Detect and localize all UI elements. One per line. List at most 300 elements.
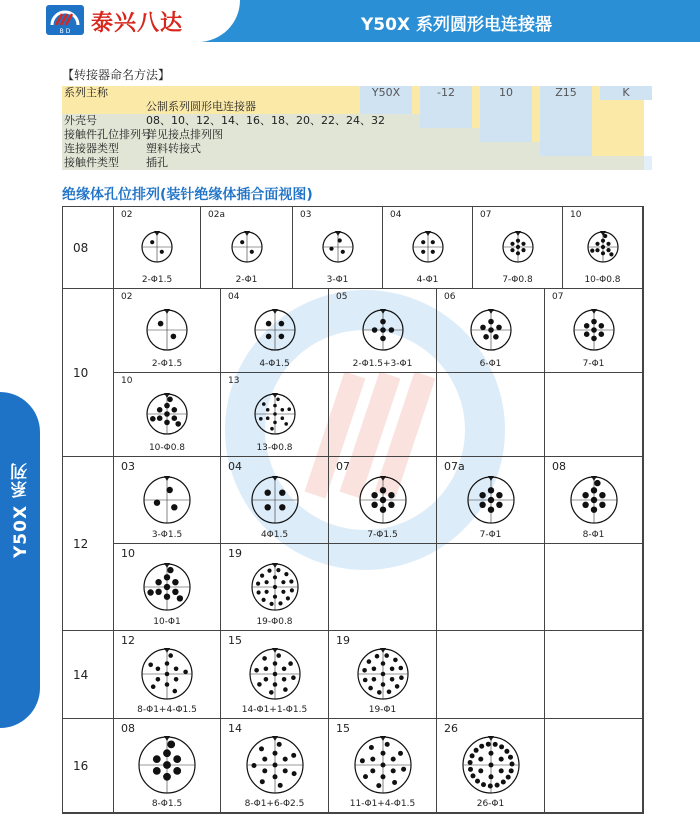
contact-pin (272, 661, 277, 666)
contact-pin (172, 407, 178, 413)
contact-pin (590, 496, 596, 502)
contact-pin (371, 327, 377, 333)
contact-pin (370, 768, 375, 773)
shell-size-label: 16 (73, 758, 89, 773)
naming-code: -12 (437, 86, 455, 99)
contact-pin (284, 422, 288, 426)
arrangement-cell (114, 373, 221, 457)
contact-pin (249, 250, 253, 254)
contact-pin (272, 594, 276, 598)
shell-size-cell (63, 719, 114, 813)
arrangement-diagram (500, 229, 536, 265)
arrangement-id: 07 (480, 210, 492, 220)
contact-pin (151, 684, 156, 689)
arrangement-id: 04 (390, 210, 402, 220)
contact-pin (515, 239, 519, 243)
arrangement-id: 03 (121, 460, 135, 473)
contact-pin (276, 653, 281, 658)
contact-pin (276, 398, 280, 402)
empty-cell (545, 631, 643, 719)
arrangement-diagram (320, 229, 356, 265)
contact-pin (379, 487, 385, 493)
arrangement-caption: 7-Φ1 (479, 530, 502, 540)
contact-pin (281, 580, 285, 584)
contact-pin (371, 501, 377, 507)
naming-row-label: 接触件类型 (64, 156, 119, 169)
contact-pin (380, 751, 385, 756)
naming-title: 【转接器命名方法】 (62, 68, 171, 82)
contact-pin (262, 768, 267, 773)
contact-pin (270, 427, 274, 431)
contact-pin (479, 492, 485, 498)
contact-pin (167, 486, 173, 492)
contact-pin (394, 684, 399, 689)
contact-pin (278, 334, 284, 340)
contact-pin (278, 601, 282, 605)
contact-pin (291, 771, 296, 776)
arrangement-diagram (247, 646, 303, 702)
contact-pin (164, 593, 170, 599)
contact-pin (609, 252, 613, 256)
contact-pin (153, 767, 161, 775)
contact-pin (493, 334, 499, 340)
contact-pin (259, 779, 264, 784)
contact-pin (173, 689, 178, 694)
contact-pin (289, 588, 293, 592)
arrangement-diagram (144, 391, 190, 437)
contact-pin (421, 250, 425, 254)
contact-pin (177, 595, 183, 601)
company-logo-icon (46, 5, 84, 35)
contact-pin (155, 588, 161, 594)
contact-pin (171, 334, 177, 340)
arrangement-cell (329, 457, 437, 544)
naming-row (62, 114, 644, 127)
brand-name: 泰兴八达 (91, 11, 184, 36)
contact-pin (380, 327, 386, 333)
contact-pin (600, 239, 604, 243)
contact-pin (496, 325, 502, 331)
arrangement-cell (437, 289, 545, 373)
contact-pin (158, 321, 164, 327)
shell-size-cell (63, 457, 114, 631)
contact-pin (359, 758, 364, 763)
empty-cell (545, 373, 643, 457)
arrangement-id: 14 (228, 722, 242, 735)
arrangement-cell (221, 373, 329, 457)
contact-pin (282, 757, 287, 762)
arrangement-cell (114, 207, 201, 289)
contact-pin (388, 501, 394, 507)
contact-pin (279, 489, 285, 495)
contact-pin (521, 248, 525, 252)
contact-pin (368, 745, 373, 750)
contact-pin (291, 753, 296, 758)
contact-pin (281, 677, 286, 682)
contact-pin (150, 240, 154, 244)
arrangement-id: 04 (228, 460, 242, 473)
contact-pin (599, 492, 605, 498)
arrangement-diagram (468, 307, 514, 353)
page-title: Y50X 系列圆形电连接器 (361, 15, 552, 35)
naming-code: Z15 (555, 86, 577, 99)
contact-pin (599, 501, 605, 507)
arrangement-id: 07 (552, 292, 564, 302)
empty-cell (437, 544, 545, 631)
arrangement-diagram (352, 734, 414, 796)
contact-pin (363, 774, 368, 779)
contact-pin (515, 245, 519, 249)
arrangement-diagram (249, 474, 301, 526)
arrangement-cell (329, 631, 437, 719)
arrangement-cell (437, 457, 545, 544)
contact-pin (377, 690, 382, 695)
naming-code: Y50X (371, 86, 401, 99)
contact-pin (496, 492, 502, 498)
contact-pin (500, 780, 505, 785)
arrangement-caption: 2-Φ1 (235, 275, 258, 285)
contact-pin (168, 653, 173, 658)
contact-pin (380, 682, 385, 687)
arrangement-caption: 14-Φ1+1-Φ1.5 (241, 705, 308, 715)
contact-pin (470, 773, 475, 778)
contact-pin (154, 499, 160, 505)
arrangement-cell (293, 207, 383, 289)
contact-pin (256, 581, 260, 585)
arrangement-cell (545, 457, 643, 544)
contact-pin (174, 677, 179, 682)
contact-pin (251, 763, 256, 768)
shell-size-label: 14 (73, 667, 89, 682)
arrangement-id: 02 (121, 292, 133, 302)
contact-pin (257, 682, 262, 687)
contact-pin (273, 412, 277, 416)
contact-pin (582, 492, 588, 498)
contact-pin (165, 672, 170, 677)
contact-pin (175, 421, 181, 427)
arrangement-diagram (571, 307, 617, 353)
arrangement-caption: 7-Φ0.8 (502, 275, 533, 285)
contact-pin (384, 653, 389, 658)
contact-pin (164, 403, 170, 409)
arrangement-cell (563, 207, 643, 289)
contact-pin (371, 492, 377, 498)
contact-pin (384, 742, 389, 747)
contact-pin (594, 479, 600, 485)
contact-pin (263, 667, 268, 672)
contact-pin (278, 321, 284, 327)
contact-pin (280, 408, 284, 412)
svg-text:B D: B D (59, 28, 71, 35)
naming-row-label: 系列主称 (64, 86, 108, 99)
arrangement-caption: 6-Φ1 (479, 359, 502, 369)
contact-pin (595, 242, 599, 246)
arrangement-cell (383, 207, 473, 289)
arrangement-caption: 2-Φ1.5 (141, 275, 173, 285)
contact-pin (279, 504, 285, 510)
contact-pin (174, 667, 179, 672)
arrangement-id: 19 (336, 634, 350, 647)
contact-pin (272, 774, 277, 779)
arrangement-diagram (141, 561, 193, 613)
contact-pin (164, 420, 170, 426)
contact-pin (172, 415, 178, 421)
contact-pin (167, 741, 175, 749)
contact-pin (153, 755, 161, 763)
naming-row-label: 连接器类型 (64, 142, 119, 155)
contact-pin (261, 597, 265, 601)
contact-pin (508, 755, 513, 760)
arrangement-cell (114, 719, 221, 813)
contact-pin (479, 744, 484, 749)
contact-pin (430, 240, 434, 244)
contact-pin (267, 568, 271, 572)
contact-pin (494, 783, 499, 788)
contact-pin (272, 575, 276, 579)
contact-pin (487, 487, 493, 493)
arrangement-diagram (244, 734, 306, 796)
contact-pin (164, 574, 170, 580)
contact-pin (399, 675, 404, 680)
contact-pin (479, 501, 485, 507)
contact-pin (165, 682, 170, 687)
page-header (0, 0, 700, 42)
naming-row (62, 156, 644, 169)
shell-size-cell (63, 289, 114, 457)
contact-pin (582, 501, 588, 507)
arrangement-caption: 10-Φ1 (153, 617, 181, 627)
contact-pin (380, 774, 385, 779)
contact-pin (590, 249, 594, 253)
arrangement-diagram (144, 307, 190, 353)
arrangement-diagram (139, 229, 175, 265)
contact-pin (366, 659, 371, 664)
naming-table (62, 86, 644, 172)
empty-cell (329, 373, 437, 457)
contact-pin (521, 242, 525, 246)
contact-pin (603, 234, 607, 238)
arrangement-cell (114, 289, 221, 373)
contact-pin (164, 583, 170, 589)
contact-pin (337, 238, 341, 242)
arrangement-id: 06 (444, 292, 456, 302)
contact-pin (173, 755, 181, 763)
arrangement-caption: 4-Φ1.5 (259, 359, 290, 369)
contact-pin (283, 687, 288, 692)
shell-size-cell (63, 207, 114, 289)
contact-pin (487, 506, 493, 512)
arrangement-cell (221, 544, 329, 631)
section-title: 绝缘体孔位排列(装针绝缘体插合面视图) (62, 187, 313, 203)
contact-pin (509, 762, 514, 767)
contact-pin (368, 686, 373, 691)
contact-pin (155, 579, 161, 585)
contact-pin (496, 501, 502, 507)
contact-pin (262, 757, 267, 762)
arrangement-diagram (568, 474, 620, 526)
contact-pin (172, 588, 178, 594)
contact-pin (262, 402, 266, 406)
contact-pin (380, 336, 386, 342)
arrangement-id: 02 (121, 210, 133, 220)
contact-pin (475, 779, 480, 784)
contact-pin (380, 319, 386, 325)
contact-pin (510, 242, 514, 246)
arrangement-id: 26 (444, 722, 458, 735)
contact-pin (260, 573, 264, 577)
contact-pin (370, 757, 375, 762)
arrangement-caption: 19-Φ0.8 (256, 617, 293, 627)
contact-pin (340, 250, 344, 254)
contact-pin (280, 416, 284, 420)
contact-pin (499, 744, 504, 749)
contact-pin (392, 780, 397, 785)
arrangement-diagram (141, 474, 193, 526)
contact-pin (598, 331, 604, 337)
arrangement-caption: 2-Φ1.5 (151, 359, 183, 369)
contact-pin (165, 661, 170, 666)
contact-pin (379, 496, 385, 502)
empty-cell (437, 373, 545, 457)
contact-pin (380, 661, 385, 666)
contact-pin (421, 240, 425, 244)
arrangement-caption: 4Φ1.5 (260, 530, 289, 540)
contact-pin (515, 251, 519, 255)
contact-pin (478, 757, 483, 762)
contact-pin (371, 667, 376, 672)
contact-pin (389, 667, 394, 672)
contact-pin (163, 761, 171, 769)
contact-pin (488, 319, 494, 325)
naming-row (62, 128, 644, 141)
arrangement-id: 05 (336, 292, 348, 302)
arrangement-id: 15 (228, 634, 242, 647)
contact-pin (265, 408, 269, 412)
arrangement-id: 10 (121, 547, 135, 560)
contact-pin (281, 589, 285, 593)
contact-pin (510, 248, 514, 252)
contact-pin (488, 751, 493, 756)
arrangement-id: 04 (228, 292, 240, 302)
arrangement-diagram (252, 391, 298, 437)
arrangement-diagram (136, 734, 198, 796)
arrangement-id: 19 (228, 547, 242, 560)
contact-pin (272, 751, 277, 756)
contact-pin (157, 407, 163, 413)
side-tab (0, 392, 40, 728)
shell-size-label: 08 (73, 240, 89, 255)
contact-pin (388, 327, 394, 333)
arrangement-caption: 11-Φ1+4-Φ1.5 (349, 799, 416, 809)
contact-pin (591, 319, 597, 325)
contact-pin (288, 661, 293, 666)
arrangement-diagram (355, 646, 411, 702)
contact-pin (487, 496, 493, 502)
contact-pin (163, 773, 171, 781)
arrangement-diagram (229, 229, 265, 265)
contact-pin (167, 566, 173, 572)
arrangement-cell (221, 719, 329, 813)
contact-pin (147, 589, 153, 595)
contact-pin (156, 677, 161, 682)
arrangement-diagram (249, 561, 301, 613)
arrangement-id: 08 (552, 460, 566, 473)
contact-pin (590, 487, 596, 493)
contact-pin (164, 411, 170, 417)
arrangement-cell (221, 631, 329, 719)
contact-pin (401, 767, 406, 772)
arrangement-diagram (252, 307, 298, 353)
contact-pin (488, 327, 494, 333)
arrangement-caption: 19-Φ1 (368, 705, 397, 715)
arrangement-caption: 3-Φ1 (326, 275, 349, 285)
contact-pin (483, 334, 489, 340)
naming-row-label: 外壳号 (64, 114, 97, 127)
arrangement-cell (114, 544, 221, 631)
contact-pin (591, 336, 597, 342)
contact-pin (264, 580, 268, 584)
pin-arrangement-table (62, 206, 644, 814)
contact-pin (390, 757, 395, 762)
arrangement-cell (545, 289, 643, 373)
contact-pin (276, 742, 281, 747)
contact-pin (362, 678, 367, 683)
contact-pin (264, 589, 268, 593)
arrangement-diagram (465, 474, 517, 526)
arrangement-id: 15 (336, 722, 350, 735)
arrangement-id: 07 (336, 460, 350, 473)
naming-row-value: 插孔 (146, 156, 168, 169)
arrangement-diagram (360, 307, 406, 353)
contact-pin (157, 415, 163, 421)
contact-pin (272, 584, 276, 588)
contact-pin (504, 749, 509, 754)
arrangement-diagram (460, 734, 522, 796)
arrangement-id: 08 (121, 722, 135, 735)
contact-pin (240, 240, 244, 244)
empty-cell (545, 544, 643, 631)
contact-pin (281, 667, 286, 672)
contact-pin (287, 407, 291, 411)
contact-pin (264, 489, 270, 495)
contact-pin (591, 327, 597, 333)
contact-pin (600, 251, 604, 255)
arrangement-cell (201, 207, 293, 289)
arrangement-caption: 3-Φ1.5 (151, 530, 183, 540)
contact-pin (505, 775, 510, 780)
arrangement-cell (114, 457, 221, 544)
naming-row-value: 公制系列圆形电连接器 (146, 100, 256, 113)
naming-code: 10 (499, 86, 513, 99)
contact-pin (183, 670, 188, 675)
contact-pin (487, 784, 492, 789)
contact-pin (264, 504, 270, 510)
arrangement-id: 03 (300, 210, 312, 220)
contact-pin (262, 656, 267, 661)
contact-pin (583, 331, 589, 337)
contact-pin (386, 690, 391, 695)
contact-pin (390, 768, 395, 773)
arrangement-cell (329, 289, 437, 373)
contact-pin (156, 667, 161, 672)
arrangement-caption: 13-Φ0.8 (256, 443, 293, 453)
contact-pin (488, 763, 493, 768)
contact-pin (498, 768, 503, 773)
contact-pin (388, 492, 394, 498)
naming-row-value: 08、10、12、14、16、18、20、22、24、32 (146, 114, 385, 127)
contact-pin (269, 690, 274, 695)
arrangement-id: 13 (228, 376, 240, 386)
